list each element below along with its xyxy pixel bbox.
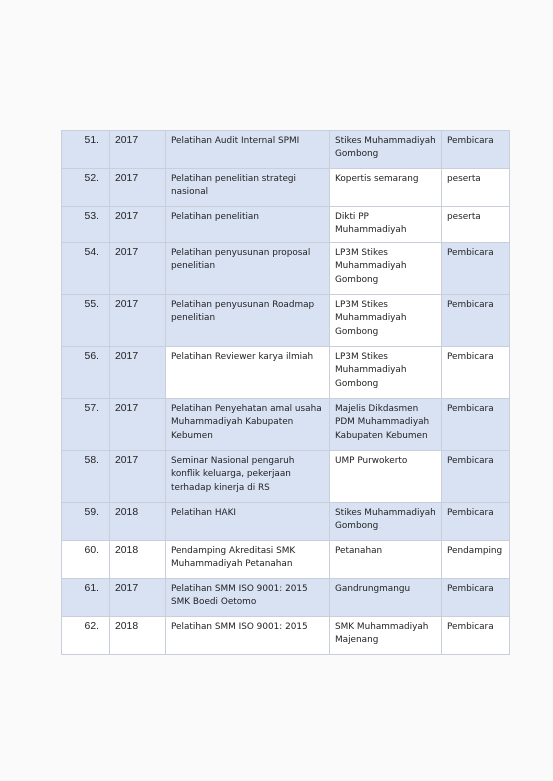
row-role: Pembicara bbox=[442, 450, 510, 502]
row-year: 2017 bbox=[110, 131, 166, 169]
row-role: Pendamping bbox=[442, 540, 510, 578]
row-number: 51. bbox=[62, 131, 110, 169]
row-year: 2017 bbox=[110, 398, 166, 450]
table-row bbox=[62, 346, 510, 398]
activity-table bbox=[61, 130, 510, 655]
row-role: Pembicara bbox=[442, 294, 510, 346]
table-row bbox=[62, 294, 510, 346]
row-number: 62. bbox=[62, 616, 110, 654]
row-organizer: Petanahan bbox=[330, 540, 442, 578]
row-organizer: UMP Purwokerto bbox=[330, 450, 442, 502]
row-organizer: SMK Muhammadiyah Majenang bbox=[330, 616, 442, 654]
table-row bbox=[62, 450, 510, 502]
row-role: Pembicara bbox=[442, 578, 510, 616]
row-role: peserta bbox=[442, 207, 510, 243]
row-activity: Pelatihan penyusunan proposal penelitian bbox=[166, 242, 330, 294]
row-year: 2017 bbox=[110, 169, 166, 207]
row-organizer: Stikes Muhammadiyah Gombong bbox=[330, 502, 442, 540]
row-activity: Pelatihan Audit Internal SPMI bbox=[166, 131, 330, 169]
table-row bbox=[62, 398, 510, 450]
row-activity: Pelatihan Penyehatan amal usaha Muhammadiyah Kabupaten Kebumen bbox=[166, 398, 330, 450]
row-number: 61. bbox=[62, 578, 110, 616]
row-role: Pembicara bbox=[442, 616, 510, 654]
row-role: Pembicara bbox=[442, 346, 510, 398]
row-role: Pembicara bbox=[442, 242, 510, 294]
table-row bbox=[62, 540, 510, 578]
row-role: Pembicara bbox=[442, 398, 510, 450]
row-year: 2018 bbox=[110, 540, 166, 578]
row-organizer: Gandrungmangu bbox=[330, 578, 442, 616]
table-row bbox=[62, 131, 510, 169]
row-organizer: Dikti PP Muhammadiyah bbox=[330, 207, 442, 243]
row-organizer: Stikes Muhammadiyah Gombong bbox=[330, 131, 442, 169]
row-organizer: Majelis Dikdasmen PDM Muhammadiyah Kabupaten Kebumen bbox=[330, 398, 442, 450]
row-activity: Pelatihan penyusunan Roadmap penelitian bbox=[166, 294, 330, 346]
row-number: 58. bbox=[62, 450, 110, 502]
row-year: 2018 bbox=[110, 616, 166, 654]
row-number: 60. bbox=[62, 540, 110, 578]
row-activity: Pendamping Akreditasi SMK Muhammadiyah Petanahan bbox=[166, 540, 330, 578]
row-year: 2018 bbox=[110, 502, 166, 540]
table-row bbox=[62, 616, 510, 654]
row-number: 56. bbox=[62, 346, 110, 398]
row-role: peserta bbox=[442, 169, 510, 207]
row-organizer: LP3M Stikes Muhammadiyah Gombong bbox=[330, 294, 442, 346]
row-year: 2017 bbox=[110, 207, 166, 243]
row-number: 54. bbox=[62, 242, 110, 294]
row-activity: Pelatihan HAKI bbox=[166, 502, 330, 540]
table-row bbox=[62, 207, 510, 243]
row-role: Pembicara bbox=[442, 502, 510, 540]
row-number: 55. bbox=[62, 294, 110, 346]
row-year: 2017 bbox=[110, 294, 166, 346]
row-number: 52. bbox=[62, 169, 110, 207]
row-role: Pembicara bbox=[442, 131, 510, 169]
row-activity: Pelatihan penelitian strategi nasional bbox=[166, 169, 330, 207]
row-number: 57. bbox=[62, 398, 110, 450]
row-activity: Pelatihan SMM ISO 9001: 2015 bbox=[166, 616, 330, 654]
row-number: 53. bbox=[62, 207, 110, 243]
row-organizer: LP3M Stikes Muhammadiyah Gombong bbox=[330, 346, 442, 398]
row-year: 2017 bbox=[110, 578, 166, 616]
row-year: 2017 bbox=[110, 242, 166, 294]
row-number: 59. bbox=[62, 502, 110, 540]
table-row bbox=[62, 578, 510, 616]
row-organizer: Kopertis semarang bbox=[330, 169, 442, 207]
table-row bbox=[62, 169, 510, 207]
table-row bbox=[62, 502, 510, 540]
row-activity: Seminar Nasional pengaruh konflik keluarga, pekerjaan terhadap kinerja di RS bbox=[166, 450, 330, 502]
row-organizer: LP3M Stikes Muhammadiyah Gombong bbox=[330, 242, 442, 294]
row-activity: Pelatihan Reviewer karya ilmiah bbox=[166, 346, 330, 398]
row-year: 2017 bbox=[110, 346, 166, 398]
row-activity: Pelatihan penelitian bbox=[166, 207, 330, 243]
row-year: 2017 bbox=[110, 450, 166, 502]
row-activity: Pelatihan SMM ISO 9001: 2015 SMK Boedi Oetomo bbox=[166, 578, 330, 616]
table-row bbox=[62, 242, 510, 294]
